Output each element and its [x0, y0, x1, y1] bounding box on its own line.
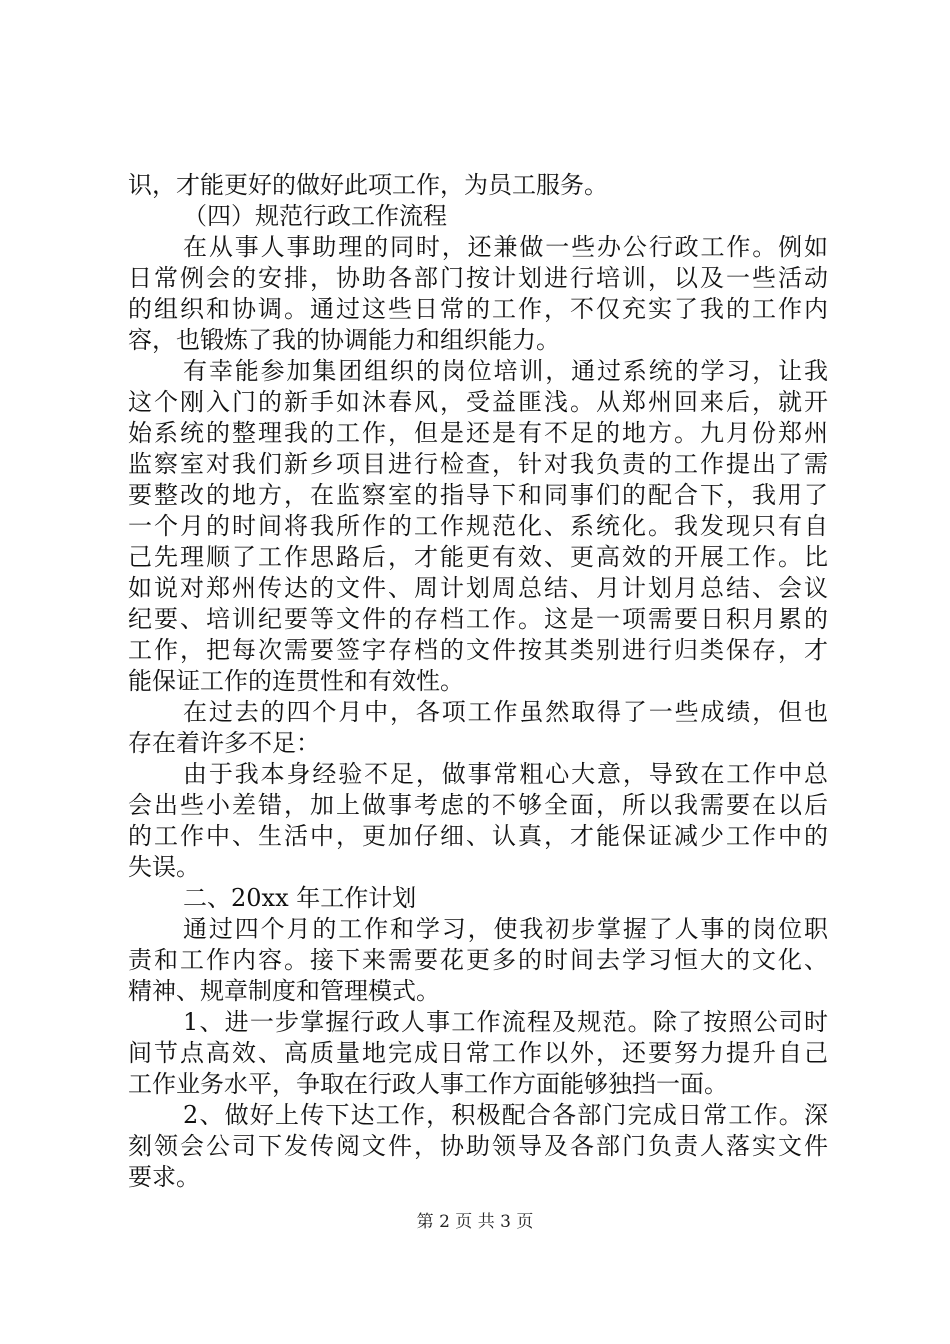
text-line: 工作，把每次需要签字存档的文件按其类别进行归类保存，才	[128, 636, 828, 664]
text-line: 能保证工作的连贯性和有效性。	[128, 667, 464, 695]
text-line: （四）规范行政工作流程	[183, 202, 447, 230]
text-line: 精神、规章制度和管理模式。	[128, 977, 440, 1005]
text-line: 日常例会的安排，协助各部门按计划进行培训，以及一些活动	[128, 264, 828, 292]
text-line: 始系统的整理我的工作，但是还是有不足的地方。九月份郑州	[128, 419, 828, 447]
text-line: 要整改的地方，在监察室的指导下和同事们的配合下，我用了	[128, 481, 828, 509]
page-number-footer: 第 2 页 共 3 页	[416, 1212, 534, 1232]
text-line: 间节点高效、高质量地完成日常工作以外，还要努力提升自己	[128, 1039, 828, 1067]
text-line: 的工作中、生活中，更加仔细、认真，才能保证减少工作中的	[128, 822, 828, 850]
text-line: 监察室对我们新乡项目进行检查，针对我负责的工作提出了需	[128, 450, 828, 478]
text-line: 二、20xx 年工作计划	[183, 884, 417, 912]
text-line: 通过四个月的工作和学习，使我初步掌握了人事的岗位职	[183, 915, 828, 943]
text-line: 存在着许多不足：	[128, 729, 320, 757]
text-line: 由于我本身经验不足，做事常粗心大意，导致在工作中总	[183, 760, 828, 788]
text-line: 的组织和协调。通过这些日常的工作，不仅充实了我的工作内	[128, 295, 828, 323]
text-line: 要求。	[128, 1163, 200, 1191]
text-line: 在从事人事助理的同时，还兼做一些办公行政工作。例如	[183, 233, 828, 261]
text-line: 这个刚入门的新手如沐春风，受益匪浅。从郑州回来后，就开	[128, 388, 828, 416]
text-line: 工作业务水平，争取在行政人事工作方面能够独挡一面。	[128, 1070, 728, 1098]
text-line: 纪要、培训纪要等文件的存档工作。这是一项需要日积月累的	[128, 605, 828, 633]
text-line: 识，才能更好的做好此项工作，为员工服务。	[128, 171, 608, 199]
text-line: 责和工作内容。接下来需要花更多的时间去学习恒大的文化、	[128, 946, 828, 974]
text-line: 己先理顺了工作思路后，才能更有效、更高效的开展工作。比	[128, 543, 828, 571]
text-line: 有幸能参加集团组织的岗位培训，通过系统的学习，让我	[183, 357, 828, 385]
text-line: 1、进一步掌握行政人事工作流程及规范。除了按照公司时	[183, 1008, 828, 1036]
text-line: 如说对郑州传达的文件、周计划周总结、月计划月总结、会议	[128, 574, 828, 602]
document-body	[128, 170, 828, 1193]
text-line: 失误。	[128, 853, 200, 881]
text-line: 一个月的时间将我所作的工作规范化、系统化。我发现只有自	[128, 512, 828, 540]
text-line: 在过去的四个月中，各项工作虽然取得了一些成绩，但也	[183, 698, 828, 726]
text-line: 会出些小差错，加上做事考虑的不够全面，所以我需要在以后	[128, 791, 828, 819]
text-line: 2、做好上传下达工作，积极配合各部门完成日常工作。深	[183, 1101, 828, 1129]
text-line: 刻领会公司下发传阅文件，协助领导及各部门负责人落实文件	[128, 1132, 828, 1160]
text-line: 容，也锻炼了我的协调能力和组织能力。	[128, 326, 560, 354]
